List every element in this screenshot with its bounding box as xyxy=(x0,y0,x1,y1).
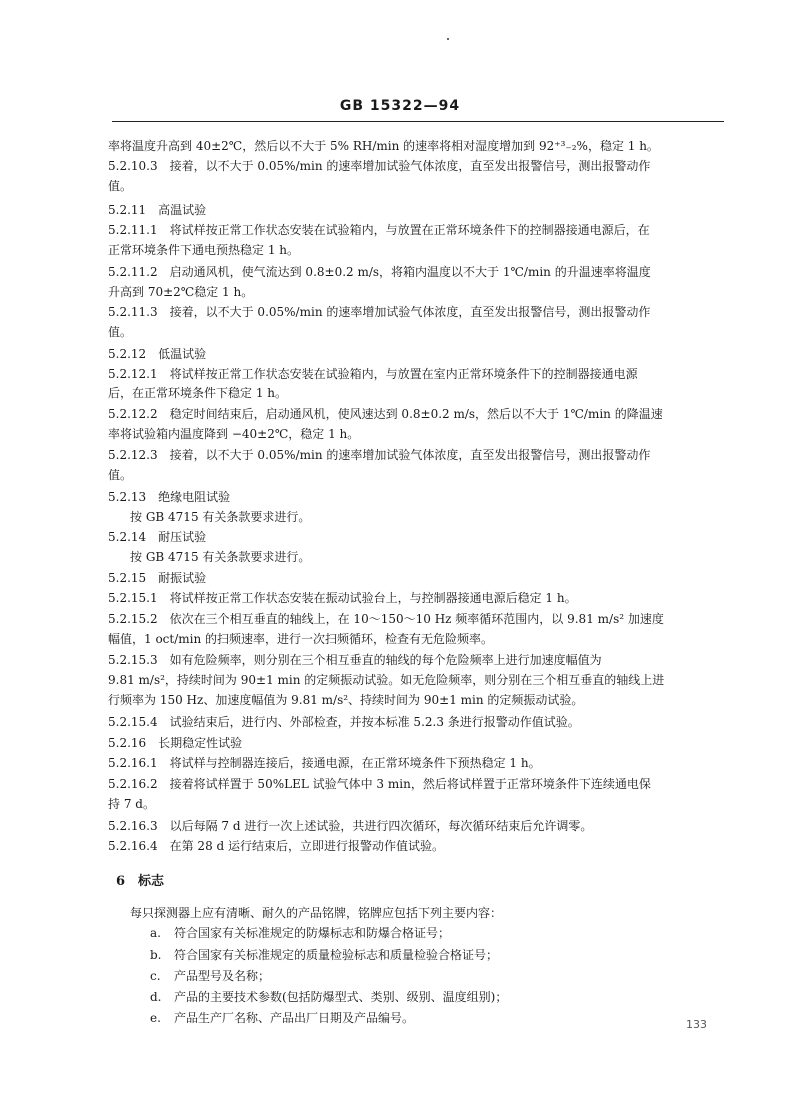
list-item-label: c. xyxy=(150,969,161,983)
heading-5-2-16: 5.2.16 长期稳定性试验 xyxy=(108,736,243,750)
body-line: 按 GB 4715 有关条款要求进行。 xyxy=(130,550,311,564)
clause-5-2-16-2: 5.2.16.2 接着将试样置于 50%LEL 试验气体中 3 min，然后将试样置于正常环境条件下连续通电保 xyxy=(108,777,651,791)
body-line: 持 7 d。 xyxy=(108,797,155,811)
heading-5-2-13: 5.2.13 绝缘电阻试验 xyxy=(108,490,231,504)
clause-5-2-15-4: 5.2.15.4 试验结束后，进行内、外部检查，并按本标准 5.2.3 条进行报警动作值试验。 xyxy=(108,715,580,729)
clause-5-2-12-3: 5.2.12.3 接着，以不大于 0.05%/min 的速率增加试验气体浓度，直至发出报警信号，测出报警动作 xyxy=(108,448,651,462)
clause-5-2-16-3: 5.2.16.3 以后每隔 7 d 进行一次上述试验，共进行四次循环，每次循环结束后允许调零。 xyxy=(108,819,593,833)
list-item xyxy=(150,1009,770,1027)
body-line: 率将试验箱内温度降到 −40±2℃，稳定 1 h。 xyxy=(108,427,360,441)
list-item-label: d. xyxy=(150,990,162,1004)
section-6-heading: 6 标志 xyxy=(116,874,165,889)
section-6-intro: 每只探测器上应有清晰、耐久的产品铭牌，铭牌应包括下列主要内容： xyxy=(130,906,503,920)
body-line: 后，在正常环境条件下稳定 1 h。 xyxy=(108,386,287,400)
header-rule xyxy=(112,121,724,122)
clause-5-2-16-1: 5.2.16.1 将试样与控制器连接后，接通电源，在正常环境条件下预热稳定 1 h。 xyxy=(108,756,541,770)
list-item xyxy=(150,988,770,1006)
clause-5-2-10-3: 5.2.10.3 接着，以不大于 0.05%/min 的速率增加试验气体浓度，直至发出报警信号，测出报警动作 xyxy=(108,159,651,173)
list-item-text: 符合国家有关标准规定的防爆标志和防爆合格证号； xyxy=(174,926,451,940)
clause-5-2-11-3: 5.2.11.3 接着，以不大于 0.05%/min 的速率增加试验气体浓度，直至发出报警信号，测出报警动作 xyxy=(108,305,651,319)
list-item-text: 产品生产厂名称、产品出厂日期及产品编号。 xyxy=(174,1011,415,1025)
list-item-text: 产品型号及名称； xyxy=(174,969,271,983)
body-line: 正常环境条件下通电预热稳定 1 h。 xyxy=(108,243,299,257)
body-line: 值。 xyxy=(108,179,133,193)
body-line: 率将温度升高到 40±2℃，然后以不大于 5% RH/min 的速率将相对湿度增加到 92⁺³₋₂%，稳定 1 h。 xyxy=(108,139,659,153)
clause-5-2-16-4: 5.2.16.4 在第 28 d 运行结束后，立即进行报警动作值试验。 xyxy=(108,839,445,853)
list-item-label: a. xyxy=(150,926,161,940)
body-line: 值。 xyxy=(108,468,133,482)
standard-header: GB 15322—94 xyxy=(339,98,461,114)
clause-5-2-15-1: 5.2.15.1 将试样按正常工作状态安装在振动试验台上，与控制器接通电源后稳定 1 h。 xyxy=(108,591,577,605)
clause-5-2-15-2: 5.2.15.2 依次在三个相互垂直的轴线上，在 10～150～10 Hz 频率循环范围内，以 9.81 m/s² 加速度 xyxy=(108,612,664,626)
clause-5-2-11-1: 5.2.11.1 将试样按正常工作状态安装在试验箱内，与放置在正常环境条件下的控制器接通电源后，在 xyxy=(108,223,650,237)
heading-5-2-12: 5.2.12 低温试验 xyxy=(108,347,207,361)
body-line: 9.81 m/s²，持续时间为 90±1 min 的定频振动试验。如无危险频率，则分别在三个相互垂直的轴线上进 xyxy=(108,673,665,687)
body-line: 升高到 70±2℃稳定 1 h。 xyxy=(108,285,254,299)
scan-speck xyxy=(447,38,449,40)
body-line: 按 GB 4715 有关条款要求进行。 xyxy=(130,510,311,524)
heading-5-2-15: 5.2.15 耐振试验 xyxy=(108,571,207,585)
list-item-text: 产品的主要技术参数(包括防爆型式、类别、级别、温度组别)； xyxy=(174,990,508,1004)
body-line: 行频率为 150 Hz、加速度幅值为 9.81 m/s²、持续时间为 90±1 min 的定频振动试验。 xyxy=(108,693,584,707)
list-item-label: e. xyxy=(150,1011,161,1025)
clause-5-2-12-2: 5.2.12.2 稳定时间结束后，启动通风机，使风速达到 0.8±0.2 m/s，然后以不大于 1℃/min 的降温速 xyxy=(108,407,663,421)
list-item xyxy=(150,946,770,964)
clause-5-2-15-3: 5.2.15.3 如有危险频率，则分别在三个相互垂直的轴线的每个危险频率上进行加速度幅值为 xyxy=(108,653,602,667)
body-line: 值。 xyxy=(108,325,133,339)
list-item-text: 符合国家有关标准规定的质量检验标志和质量检验合格证号； xyxy=(174,948,499,962)
body-line: 幅值，1 oct/min 的扫频速率，进行一次扫频循环，检查有无危险频率。 xyxy=(108,632,494,646)
page-number: 133 xyxy=(686,1018,707,1031)
heading-5-2-14: 5.2.14 耐压试验 xyxy=(108,530,207,544)
list-item-label: b. xyxy=(150,948,162,962)
heading-5-2-11: 5.2.11 高温试验 xyxy=(108,203,207,217)
clause-5-2-12-1: 5.2.12.1 将试样按正常工作状态安装在试验箱内，与放置在室内正常环境条件下的控制器接通电源 xyxy=(108,367,638,381)
list-item xyxy=(150,924,770,942)
clause-5-2-11-2: 5.2.11.2 启动通风机，使气流达到 0.8±0.2 m/s，将箱内温度以不大于 1℃/min 的升温速率将温度 xyxy=(108,265,651,279)
list-item xyxy=(150,967,770,985)
